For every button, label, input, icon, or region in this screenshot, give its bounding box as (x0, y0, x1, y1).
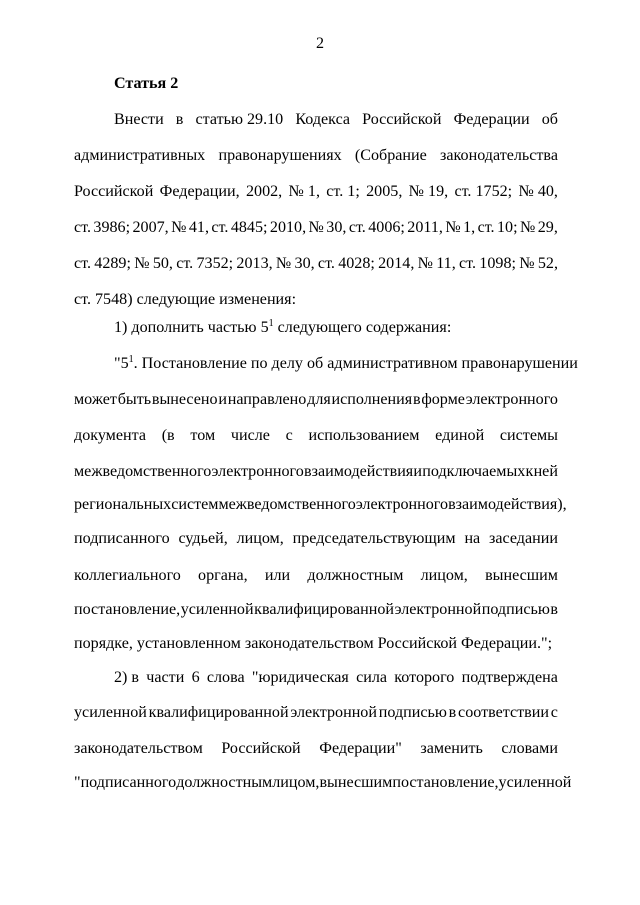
quote-open: "5 (114, 355, 129, 372)
word: 4028; (338, 255, 375, 272)
word: числе (230, 427, 270, 444)
word: № (417, 255, 433, 272)
word: лицом, (236, 530, 284, 547)
word: органа, (198, 567, 248, 584)
word: постановление, (74, 601, 181, 618)
word: № (445, 219, 461, 236)
item1-text: 1) дополнить частью 5 (114, 319, 269, 336)
item2-line-1 (114, 668, 558, 688)
quote-line-2 (74, 390, 558, 410)
word: подключаемых (422, 463, 526, 480)
para1-line-1 (114, 110, 558, 130)
word: том (190, 427, 216, 444)
word: 2013, (236, 255, 273, 272)
para1-line-5 (74, 254, 558, 274)
word: лицом, (420, 567, 468, 584)
word: квалифицированной (254, 601, 395, 618)
word: 2014, (378, 255, 415, 272)
word: ст. (348, 219, 366, 236)
word: 2002, (245, 183, 283, 200)
word: 2010, (269, 219, 307, 236)
word: заседании (489, 530, 558, 547)
quote-line-9: порядке, установленном законодательством Российской Федерации."; (74, 635, 553, 652)
word: вынесено (151, 391, 218, 408)
word: или (264, 567, 291, 584)
word: на (464, 530, 481, 547)
item1-text-end: следующего содержания: (273, 319, 452, 336)
page-number: 2 (315, 35, 325, 52)
word: электронной (290, 704, 377, 721)
quote-line-6 (74, 529, 558, 549)
quote-line-5 (74, 495, 567, 515)
word: усиленной (180, 601, 254, 618)
word: электронного (211, 463, 304, 480)
word: подписью (378, 704, 447, 721)
word: правонарушениях (218, 147, 342, 164)
quote-superscript: 1 (128, 354, 134, 365)
word: 41, (188, 219, 209, 236)
word: словами (501, 740, 558, 757)
word: ст. (477, 219, 495, 236)
word: статью 29.10 (195, 111, 284, 128)
word: 4289; (94, 255, 131, 272)
word: № 1, (288, 183, 320, 200)
word: 30, (294, 255, 315, 272)
word: № 19, (408, 183, 449, 200)
word: ст. 1; (326, 183, 360, 200)
word: Федерации (453, 111, 530, 128)
word: должностным (176, 774, 273, 791)
word: ст. (74, 219, 91, 236)
article-heading: Статья 2 (114, 75, 179, 92)
para1-line-3 (74, 182, 558, 202)
quote-line-8 (74, 600, 558, 620)
item1-line (114, 318, 558, 338)
word: использованием (308, 427, 420, 444)
word: вынесшим (319, 774, 393, 791)
word: документа (74, 427, 146, 444)
word: 6 (191, 669, 200, 686)
word: Федерации" (319, 740, 402, 757)
quote-text: . Постановление по делу об административном правонарушении (133, 355, 578, 372)
word: заменить (420, 740, 483, 757)
word: № (308, 219, 324, 236)
word: для (307, 391, 331, 408)
word: взаимодействия (304, 463, 414, 480)
word: межведомственного (218, 496, 356, 513)
word: 2005, (366, 183, 403, 200)
word: с (550, 704, 558, 721)
word: Российской (74, 183, 154, 200)
word: (в (161, 427, 175, 444)
word: в (448, 704, 457, 721)
word: 29, (537, 219, 558, 236)
word: об (541, 111, 558, 128)
word: "подписанного (74, 774, 177, 791)
word: 7352; (196, 255, 234, 272)
item2-line-3 (74, 739, 558, 759)
para1-line-6: ст. 7548) следующие изменения: (74, 291, 297, 308)
word: электронной (394, 601, 482, 618)
word: систем (171, 496, 219, 513)
quote-line-1 (114, 354, 578, 374)
word: единой (435, 427, 485, 444)
quote-line-4 (74, 462, 558, 482)
word: Кодекса (295, 111, 351, 128)
word: исполнения (331, 391, 413, 408)
word: законодательством (74, 740, 203, 757)
word: электронного (355, 496, 449, 513)
word: постановление, (392, 774, 499, 791)
word: и (413, 463, 423, 480)
word: 1098; (479, 255, 516, 272)
word: № (275, 255, 292, 272)
item2-line-2 (74, 703, 558, 723)
word: ст. 1752; (454, 183, 513, 200)
word: 1, (463, 219, 476, 236)
word: 2011, (407, 219, 443, 236)
word: должностным (307, 567, 404, 584)
quote-line-3 (74, 426, 558, 446)
word: соответствии (458, 704, 549, 721)
word: ст. (176, 255, 194, 272)
word: ст. (74, 255, 91, 272)
word: ней (533, 463, 558, 480)
word: ст. (459, 255, 477, 272)
word: 4845; (230, 219, 268, 236)
word: Федерации, (159, 183, 240, 200)
word: подписанного (74, 530, 170, 547)
word: части (146, 669, 185, 686)
word: электронного (465, 391, 558, 408)
word: законодательства (440, 147, 558, 164)
item1-superscript: 1 (268, 318, 274, 329)
word: коллегиального (74, 567, 181, 584)
word: в (550, 601, 558, 618)
word: быть (117, 391, 152, 408)
word: в (175, 111, 184, 128)
word: Российской (221, 740, 301, 757)
word: 10; (496, 219, 518, 236)
word: № (134, 255, 150, 272)
word: 30, (326, 219, 347, 236)
word: "юридическая (251, 669, 349, 686)
word: ст. (317, 255, 335, 272)
word: в (412, 391, 421, 408)
word: усиленной (74, 704, 147, 721)
word: подписью (481, 601, 550, 618)
word: № (519, 219, 536, 236)
word: подтверждена (461, 669, 558, 686)
word: усиленной (498, 774, 572, 791)
word: № (519, 255, 535, 272)
word: 2) в (114, 669, 140, 686)
word: слова (206, 669, 245, 686)
word: межведомственного (74, 463, 212, 480)
word: Российской (362, 111, 442, 128)
item2-line-4 (74, 773, 572, 793)
word: 50, (152, 255, 173, 272)
word: с (285, 427, 293, 444)
word: (Собрание (354, 147, 427, 164)
quote-line-7 (74, 566, 558, 586)
word: квалифицированной (148, 704, 289, 721)
word: ст. (211, 219, 229, 236)
word: системы (499, 427, 558, 444)
word: которого (394, 669, 455, 686)
word: административных (74, 147, 206, 164)
word: 11, (436, 255, 456, 272)
word: взаимодействия), (448, 496, 567, 513)
word: направлено (227, 391, 307, 408)
word: 52, (537, 255, 558, 272)
word: 2007, (132, 219, 169, 236)
word: судьей, (178, 530, 228, 547)
word: председательствующим (292, 530, 456, 547)
word: сила (356, 669, 388, 686)
para1-line-2 (74, 146, 558, 166)
word: к (525, 463, 534, 480)
word: 4006; (368, 219, 405, 236)
word: лицом, (272, 774, 320, 791)
word: Внести (114, 111, 164, 128)
word: 3986; (93, 219, 131, 236)
para1-line-4 (74, 218, 558, 238)
word: № 40, (518, 183, 558, 200)
word: форме (421, 391, 465, 408)
word: и (218, 391, 227, 408)
word: вынесшим (485, 567, 558, 584)
word: может (74, 391, 117, 408)
word: региональных (74, 496, 172, 513)
word: № (171, 219, 187, 236)
